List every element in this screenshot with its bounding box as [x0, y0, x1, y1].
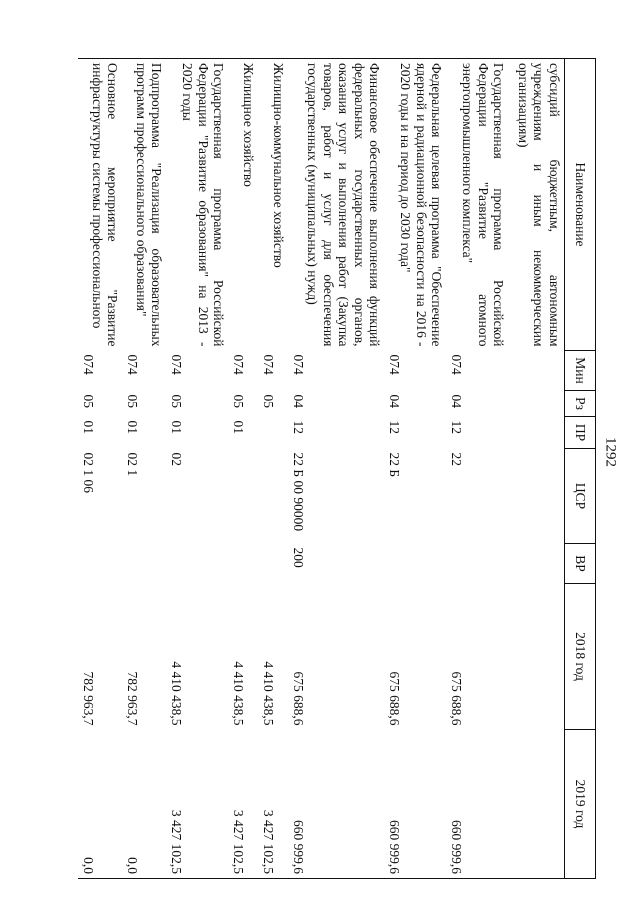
row-pr: 01	[125, 420, 141, 434]
row-name: Финансовое обеспечение выполнения функций федеральных государственных органов, оказания услуг и выполнения работ (Закупка товаров, работ и услуг для обеспечения государственных (муниципальных) нужд)	[289, 59, 385, 351]
header-min: Мин	[565, 351, 596, 391]
row-min: 074	[449, 354, 465, 375]
row-2019: 3 427 102,5	[167, 730, 229, 879]
header-name: Наименование	[565, 59, 596, 351]
row-csr	[509, 449, 565, 544]
row-name: субсидий бюджетным, автономным учреждениям и иным некоммерческим организациям)	[509, 59, 565, 351]
header-rz: Рз	[565, 391, 596, 417]
table-row	[123, 59, 167, 879]
table-row	[79, 59, 123, 879]
budget-table-container	[81, 58, 596, 878]
row-2018: 782 963,7	[125, 671, 141, 726]
row-2019	[509, 730, 565, 879]
table-row	[509, 59, 565, 879]
row-2019: 660 999,6	[447, 730, 509, 879]
header-csr: ЦСР	[565, 449, 596, 544]
row-vr	[167, 544, 229, 584]
header-2018: 2018 год	[565, 584, 596, 730]
row-2018: 675 688,6	[449, 671, 465, 726]
budget-table-rotated	[81, 58, 596, 878]
row-csr: 22 Б	[387, 452, 403, 478]
row-csr: 02 1	[125, 452, 141, 477]
row-2018: 4 410 438,5	[231, 661, 247, 726]
table-header-row	[565, 59, 596, 879]
row-pr: 01	[81, 420, 97, 434]
row-name: Основное мероприятие "Развитие инфраструктуры системы профессионального	[79, 59, 123, 351]
row-2018: 675 688,6	[291, 671, 307, 726]
row-vr	[447, 544, 509, 584]
row-vr	[123, 544, 167, 584]
row-name: Подпрограмма "Реализация образовательных программ профессионального образования"	[123, 59, 167, 351]
row-csr: 02 1 06	[81, 452, 97, 493]
row-vr	[259, 544, 289, 584]
row-name: Федеральная целевая программа "Обеспечение ядерной и радиационной безопасности на 2016 - 2020 годы и на период до 2030 года"	[385, 59, 447, 351]
row-2019: 660 999,6	[385, 730, 447, 879]
row-2019: 3 427 102,5	[259, 730, 289, 879]
row-min: 074	[231, 354, 247, 375]
row-pr	[259, 417, 289, 449]
row-csr: 22 Б 00 90000	[291, 452, 307, 532]
table-row	[289, 59, 385, 879]
row-2018	[509, 584, 565, 730]
row-vr: 200	[291, 547, 307, 568]
row-min: 074	[169, 354, 185, 375]
row-vr	[79, 544, 123, 584]
row-rz: 05	[231, 394, 247, 408]
row-2019: 660 999,6	[289, 730, 385, 879]
row-2018: 4 410 438,5	[169, 661, 185, 726]
row-2019: 0,0	[123, 730, 167, 879]
row-rz: 05	[81, 394, 97, 408]
row-pr	[509, 417, 565, 449]
row-csr	[229, 449, 259, 544]
row-pr: 01	[231, 420, 247, 434]
row-rz: 04	[291, 394, 307, 408]
row-pr: 12	[449, 420, 465, 434]
row-name: Государственная программа Российской Федерации "Развитие атомного энергопромышленного комплекса"	[447, 59, 509, 351]
row-rz: 05	[261, 394, 277, 408]
row-min: 074	[291, 354, 307, 375]
table-row	[259, 59, 289, 879]
row-min: 074	[81, 354, 97, 375]
row-vr	[509, 544, 565, 584]
row-2018: 675 688,6	[387, 671, 403, 726]
row-min: 074	[261, 354, 277, 375]
row-min	[509, 351, 565, 391]
table-row	[385, 59, 447, 879]
row-min: 074	[125, 354, 141, 375]
row-2018: 4 410 438,5	[261, 661, 277, 726]
row-2019: 0,0	[79, 730, 123, 879]
budget-table	[79, 58, 597, 879]
row-rz	[509, 391, 565, 417]
row-csr: 22	[449, 452, 465, 466]
header-pr: ПР	[565, 417, 596, 449]
row-2018: 782 963,7	[81, 671, 97, 726]
row-csr: 02	[169, 452, 185, 466]
row-rz: 05	[169, 394, 185, 408]
row-rz: 04	[387, 394, 403, 408]
row-vr	[385, 544, 447, 584]
row-name: Жилищно-коммунальное хозяйство	[259, 59, 289, 351]
header-2019: 2019 год	[565, 730, 596, 879]
header-vr: ВР	[565, 544, 596, 584]
row-2019: 3 427 102,5	[229, 730, 259, 879]
row-pr: 12	[387, 420, 403, 434]
row-pr: 12	[291, 420, 307, 434]
row-vr	[229, 544, 259, 584]
row-csr	[259, 449, 289, 544]
row-name: Государственная программа Российской Федерации "Развитие образования" на 2013 - 2020 годы	[167, 59, 229, 351]
row-min: 074	[387, 354, 403, 375]
table-row	[167, 59, 229, 879]
row-rz: 04	[449, 394, 465, 408]
table-row	[229, 59, 259, 879]
row-name: Жилищное хозяйство	[229, 59, 259, 351]
table-row	[447, 59, 509, 879]
page-number: 1292	[602, 437, 619, 467]
row-rz: 05	[125, 394, 141, 408]
row-pr: 01	[169, 420, 185, 434]
